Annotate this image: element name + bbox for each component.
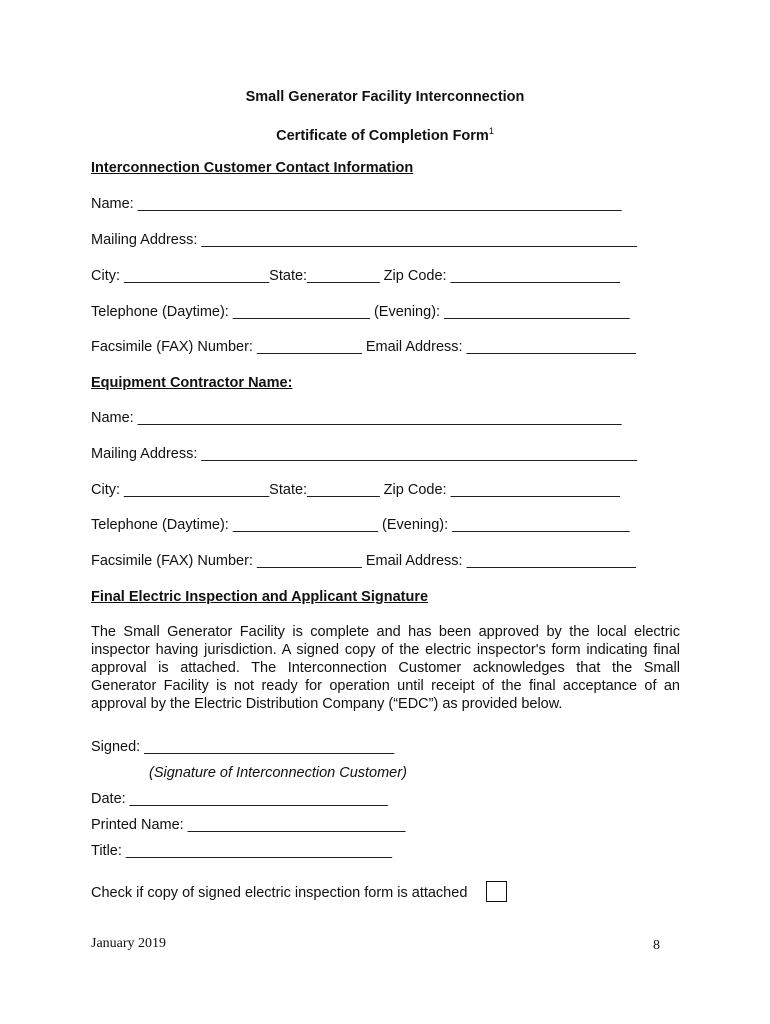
contractor-city-state-zip-field[interactable]: City: __________________State:_________ Zip Code: _____________________ — [91, 482, 620, 498]
inspection-form-attached-checkbox[interactable] — [486, 881, 507, 902]
form-subtitle-text: Certificate of Completion Form — [276, 127, 489, 144]
customer-name-field[interactable]: Name: ____________________________________________________________ — [91, 196, 622, 212]
contractor-telephone-field[interactable]: Telephone (Daytime): __________________ (Evening): ______________________ — [91, 517, 630, 533]
customer-contact-heading: Interconnection Customer Contact Information — [91, 160, 414, 176]
page-number: 8 — [653, 938, 660, 953]
customer-city-state-zip-field[interactable]: City: __________________State:_________ Zip Code: _____________________ — [91, 268, 620, 284]
title-field[interactable]: Title: _________________________________ — [91, 843, 393, 859]
signature-caption: (Signature of Interconnection Customer) — [149, 765, 407, 781]
form-subtitle — [0, 122, 770, 145]
contractor-name-field[interactable]: Name: ____________________________________________________________ — [91, 410, 622, 426]
contractor-heading: Equipment Contractor Name: — [91, 375, 293, 391]
footer-date: January 2019 — [91, 936, 167, 951]
customer-fax-email-field[interactable]: Facsimile (FAX) Number: _____________ Email Address: _____________________ — [91, 339, 636, 355]
contractor-mailing-address-field[interactable]: Mailing Address: ______________________________________________________ — [91, 446, 637, 462]
footnote-marker: 1 — [488, 126, 494, 136]
contractor-fax-email-field[interactable]: Facsimile (FAX) Number: _____________ Email Address: _____________________ — [91, 553, 636, 569]
printed-name-field[interactable]: Printed Name: ___________________________ — [91, 817, 406, 833]
signed-field[interactable]: Signed: _______________________________ — [91, 739, 395, 755]
inspection-paragraph: The Small Generator Facility is complete and has been approved by the local electric inspector having jurisdiction. A signed copy of the electric inspector's form indicating final approval is attached. The Interconnection Customer acknowledges that the Small Generator Facility is not ready for operation until receipt of the final acceptance of an approval by the Electric Distribution Company (“EDC”) as provided below. — [91, 624, 680, 712]
customer-mailing-address-field[interactable]: Mailing Address: ______________________________________________________ — [91, 232, 637, 248]
customer-telephone-field[interactable]: Telephone (Daytime): _________________ (Evening): _______________________ — [91, 304, 630, 320]
date-field[interactable]: Date: ________________________________ — [91, 791, 388, 807]
inspection-heading: Final Electric Inspection and Applicant Signature — [91, 589, 429, 605]
form-title: Small Generator Facility Interconnection — [245, 89, 525, 105]
inspection-form-checkbox-label: Check if copy of signed electric inspection form is attached — [91, 885, 468, 901]
